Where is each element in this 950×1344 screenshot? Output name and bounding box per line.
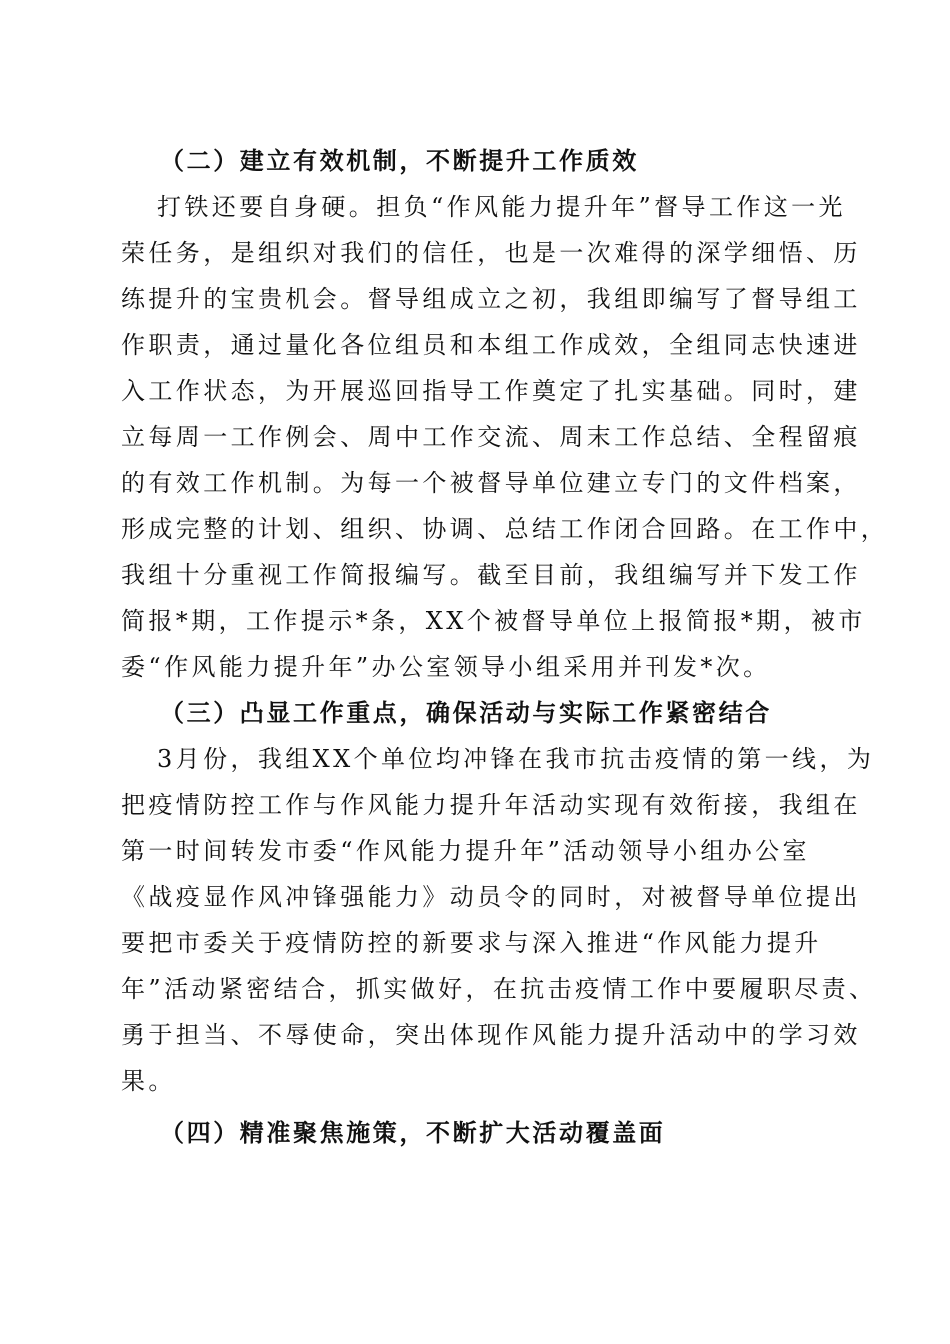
paragraph-line: 立每周一工作例会、周中工作交流、周末工作总结、全程留痕 — [121, 423, 861, 451]
paragraph-line: 第一时间转发市委“作风能力提升年”活动领导小组办公室 — [121, 837, 810, 865]
paragraph-line: 打铁还要自身硬。担负“作风能力提升年”督导工作这一光 — [157, 193, 846, 221]
paragraph-line: 形成完整的计划、组织、协调、总结工作闭合回路。在工作中， — [121, 515, 889, 543]
section-heading-4: （四）精准聚焦施策，不断扩大活动覆盖面 — [160, 1118, 666, 1147]
paragraph-line: 委“作风能力提升年”办公室领导小组采用并刊发*次。 — [121, 653, 771, 681]
paragraph-line: 《战疫显作风冲锋强能力》动员令的同时，对被督导单位提出 — [121, 883, 861, 911]
paragraph-line: 我组十分重视工作简报编写。截至目前，我组编写并下发工作 — [121, 561, 861, 589]
paragraph-line: 果。 — [121, 1067, 176, 1095]
paragraph-line: 年”活动紧密结合，抓实做好，在抗击疫情工作中要履职尽责、 — [121, 975, 877, 1003]
paragraph-line: 勇于担当、不辱使命，突出体现作风能力提升活动中的学习效 — [121, 1021, 861, 1049]
paragraph-line: 练提升的宝贵机会。督导组成立之初，我组即编写了督导组工 — [121, 285, 861, 313]
section-heading-2: （二）建立有效机制，不断提升工作质效 — [160, 146, 639, 175]
paragraph-line: 把疫情防控工作与作风能力提升年活动实现有效衔接，我组在 — [121, 791, 861, 819]
paragraph-line: 荣任务，是组织对我们的信任，也是一次难得的深学细悟、历 — [121, 239, 861, 267]
paragraph-line: 作职责，通过量化各位组员和本组工作成效，全组同志快速进 — [121, 331, 861, 359]
paragraph-line: 3月份，我组XX个单位均冲锋在我市抗击疫情的第一线，为 — [157, 745, 875, 773]
paragraph-line: 入工作状态，为开展巡回指导工作奠定了扎实基础。同时，建 — [121, 377, 861, 405]
section-heading-3: （三）凸显工作重点，确保活动与实际工作紧密结合 — [160, 698, 772, 727]
paragraph-line: 的有效工作机制。为每一个被督导单位建立专门的文件档案， — [121, 469, 861, 497]
paragraph-line: 要把市委关于疫情防控的新要求与深入推进“作风能力提升 — [121, 929, 822, 957]
paragraph-line: 简报*期，工作提示*条，XX个被督导单位上报简报*期，被市 — [121, 607, 866, 635]
